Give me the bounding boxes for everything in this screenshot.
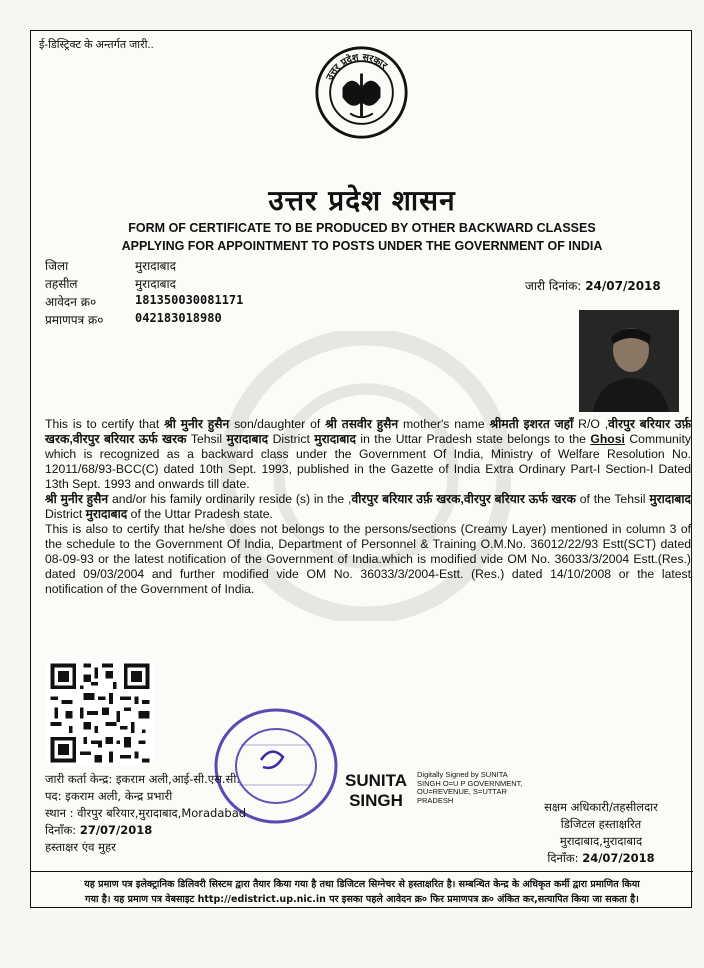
footer-line1: यह प्रमाण पत्र इलेक्ट्रानिक डिलिवरी सिस्टम द्वारा तैयार किया गया है तथा डिजिटल सिग्नेचर से हस्ताक्षरित है। सम्बन्धित केन्द्र के अधिकृत कर्मी द्वारा प्रमाणित किया (84, 879, 640, 890)
issue-date-label: जारी दिनांक: (525, 279, 582, 293)
tehsil-value: मुरादाबाद (135, 277, 177, 291)
footer-divider (31, 871, 693, 872)
application-number: 181350030081171 (135, 293, 244, 307)
tehsil-label: तहसील (45, 277, 78, 291)
svg-text:उत्तर प्रदेश सरकार: उत्तर प्रदेश सरकार (324, 52, 390, 82)
issuer-details (45, 771, 246, 856)
authority-title: सक्षम अधिकारी/तहसीलदार (544, 800, 658, 814)
certification-paragraph: This is to certify that श्री मुनीर हुसैन son/daughter of श्री तसवीर हुसैन mother's name श्रीमती इशरत जहाँ R/O ,वीरपुर बरियार उर्फ़ खरक,वीरपुर बरियार ऊर्फ खरक Tehsil मुरादाबाद District मुरादाबाद in the Uttar Pradesh state belongs to the Ghosi Community which is recognized as a backward class under the Government Of India, Ministry of Welfare Resolution No. 12011/68/93-BCC(C) dated 10th Sept. 1993, published in the Gazette of India Extra Ordinary Part-I Section-I Dated 13th Sept. 1993 and onwards till date. (45, 417, 692, 491)
footer-note (31, 877, 693, 907)
issuing-center: जारी कर्ता केन्द्र: इकराम अली,आई-सी.एस.सी. (45, 772, 240, 786)
competent-authority (521, 799, 681, 867)
residence-paragraph: श्री मुनीर हुसैन and/or his family ordinarily reside (s) in the ,वीरपुर बरियार उर्फ़ खरक,वीरपुर बरियार ऊर्फ खरक of the Tehsil मुरादाबाद District मुरादाबाद of the Uttar Pradesh state. (45, 492, 691, 521)
authority-place: मुरादाबाद,मुरादाबाद (559, 834, 643, 848)
footer-line2: गया है। यह प्रमाण पत्र वेबसाइट http://edistrict.up.nic.in पर इसका पहले आवेदन क्र० फिर प्रमाणपत्र क्र० अंकित कर,सत्यापित किया जा सकता है। (85, 894, 639, 905)
issue-date (525, 277, 661, 294)
application-label: आवेदन क्र० (45, 295, 97, 309)
authority-date: दिनाँक: 24/07/2018 (547, 851, 655, 865)
e-district-note: ई-डिस्ट्रिक्ट के अन्तर्गत जारी.. (39, 39, 154, 51)
issuer-date: दिनाँक: 27/07/2018 (45, 823, 153, 837)
applicant-photo (579, 310, 679, 412)
certificate-frame (30, 30, 692, 908)
person-silhouette-icon (579, 310, 679, 412)
district-value: मुरादाबाद (135, 259, 177, 273)
creamy-layer-paragraph: This is also to certify that he/she does not belongs to the persons/sections (Creamy Layer) mentioned in column 3 of the schedule to the Government Of India, Department of Personnel & Training O.M.No. 36012/22/93 Estt(SCT) dated 08-09-93 or the latest notification of the Government of India.which is modified vide OM No. 36033/3/2004 Estt.(Res.) dated 09/03/2004 and further modified vide OM No. 36033/3/2004-Estt. (Res.) dated 14/10/2008 or the latest notification of the Government of India. (45, 522, 691, 596)
form-title (31, 219, 693, 255)
form-title-line1: FORM OF CERTIFICATE TO BE PRODUCED BY OTHER BACKWARD CLASSES (128, 221, 596, 235)
issuer-place: स्थान : वीरपुर बरियार,मुरादाबाद,Moradabad (45, 806, 247, 820)
certificate-label: प्रमाणपत्र क्र० (45, 313, 104, 327)
digital-signature-detail: Digitally Signed by SUNITA SINGH O=U P GOVERNMENT, OU=REVENUE, S=UTTAR PRADESH (417, 770, 523, 805)
digital-signature-name: SUNITA SINGH (344, 771, 407, 810)
form-title-line2: APPLYING FOR APPOINTMENT TO POSTS UNDER THE GOVERNMENT OF INDIA (121, 239, 603, 253)
up-government-emblem (314, 45, 409, 140)
district-label: जिला (45, 259, 69, 273)
community-name: Ghosi (590, 432, 625, 446)
sign-and-seal-label: हस्ताक्षर एंव मुहर (45, 840, 116, 854)
authority-signed: डिजिटल हस्ताक्षरित (560, 817, 642, 831)
certificate-number: 042183018980 (135, 311, 222, 325)
government-title: उत्तर प्रदेश शासन (268, 184, 456, 217)
issue-date-value: 24/07/2018 (585, 279, 661, 293)
issuer-post: पद: इकराम अली, केन्द्र प्रभारी (45, 789, 173, 803)
qr-code (47, 660, 153, 766)
certificate-body (45, 417, 691, 597)
